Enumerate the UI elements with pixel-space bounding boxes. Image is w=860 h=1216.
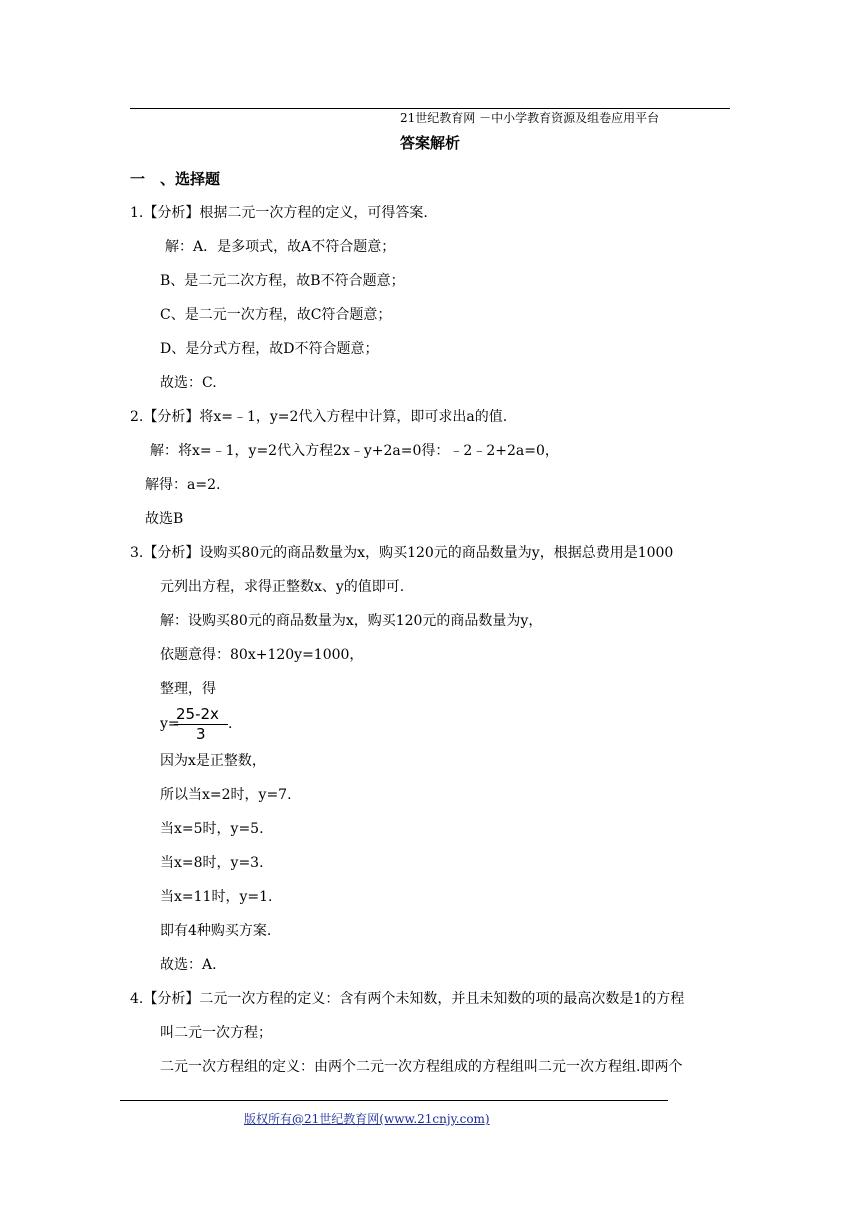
q3-simplify: 整理，得 [160, 681, 216, 697]
q4-analysis-line1: 4.【分析】二元一次方程的定义：含有两个未知数，并且未知数的项的最高次数是1的方程 [130, 991, 685, 1007]
page-title: 答案解析 [399, 134, 460, 152]
q3-analysis-line2: 元列出方程，求得正整数x、y的值即可. [160, 579, 405, 595]
q3-case-x5: 当x=5时，y=5. [160, 821, 264, 837]
q2-solution: 解：将x=﹣1，y=2代入方程2x﹣y+2a=0得：﹣2﹣2+2a=0， [150, 443, 559, 459]
q1-analysis: 1.【分析】根据二元一次方程的定义，可得答案. [130, 205, 428, 221]
q3-case-x8: 当x=8时，y=3. [160, 855, 264, 871]
q3-case-x2: 所以当x=2时，y=7. [160, 787, 292, 803]
formula-numerator: 25-2x [176, 705, 219, 723]
footer-copyright-link[interactable]: 版权所有@21世纪教育网(www.21cnjy.com) [244, 1112, 490, 1126]
q1-answer: 故选：C. [160, 375, 217, 391]
header-rule [130, 108, 730, 109]
formula-lhs: y= [160, 716, 180, 732]
formula-denominator: 3 [196, 725, 206, 743]
section-heading: 一 、选择题 [130, 170, 221, 188]
q2-analysis: 2.【分析】将x=﹣1，y=2代入方程中计算，即可求出a的值. [130, 409, 508, 425]
footer-rule [120, 1100, 668, 1101]
q1-solution-d: D、是分式方程，故D不符合题意； [160, 341, 379, 357]
q1-solution-a: 解：A．是多项式，故A不符合题意； [165, 239, 396, 255]
q1-solution-b: B、是二元二次方程，故B不符合题意； [160, 273, 405, 289]
q3-conclusion: 即有4种购买方案. [160, 923, 272, 939]
q2-result: 解得：a=2. [145, 477, 221, 493]
q3-positive-integer: 因为x是正整数， [160, 753, 266, 769]
header-text: 21世纪教育网 －中小学教育资源及组卷应用平台 [400, 111, 660, 125]
q3-analysis-line1: 3.【分析】设购买80元的商品数量为x，购买120元的商品数量为y，根据总费用是1000 [130, 545, 674, 561]
q3-answer: 故选：A. [160, 957, 217, 973]
q3-equation: 依题意得：80x+120y=1000， [160, 647, 364, 663]
fraction-box [174, 705, 234, 743]
q4-analysis-line3: 二元一次方程组的定义：由两个二元一次方程组成的方程组叫二元一次方程组.即两个 [160, 1059, 683, 1075]
q1-solution-c: C、是二元一次方程，故C符合题意； [160, 307, 392, 323]
formula-tail: . [228, 716, 233, 732]
q3-solution-setup: 解：设购买80元的商品数量为x，购买120元的商品数量为y， [160, 613, 543, 629]
q3-case-x11: 当x=11时，y=1. [160, 889, 273, 905]
q2-answer: 故选B [145, 511, 184, 527]
q4-analysis-line2: 叫二元一次方程； [160, 1025, 272, 1041]
